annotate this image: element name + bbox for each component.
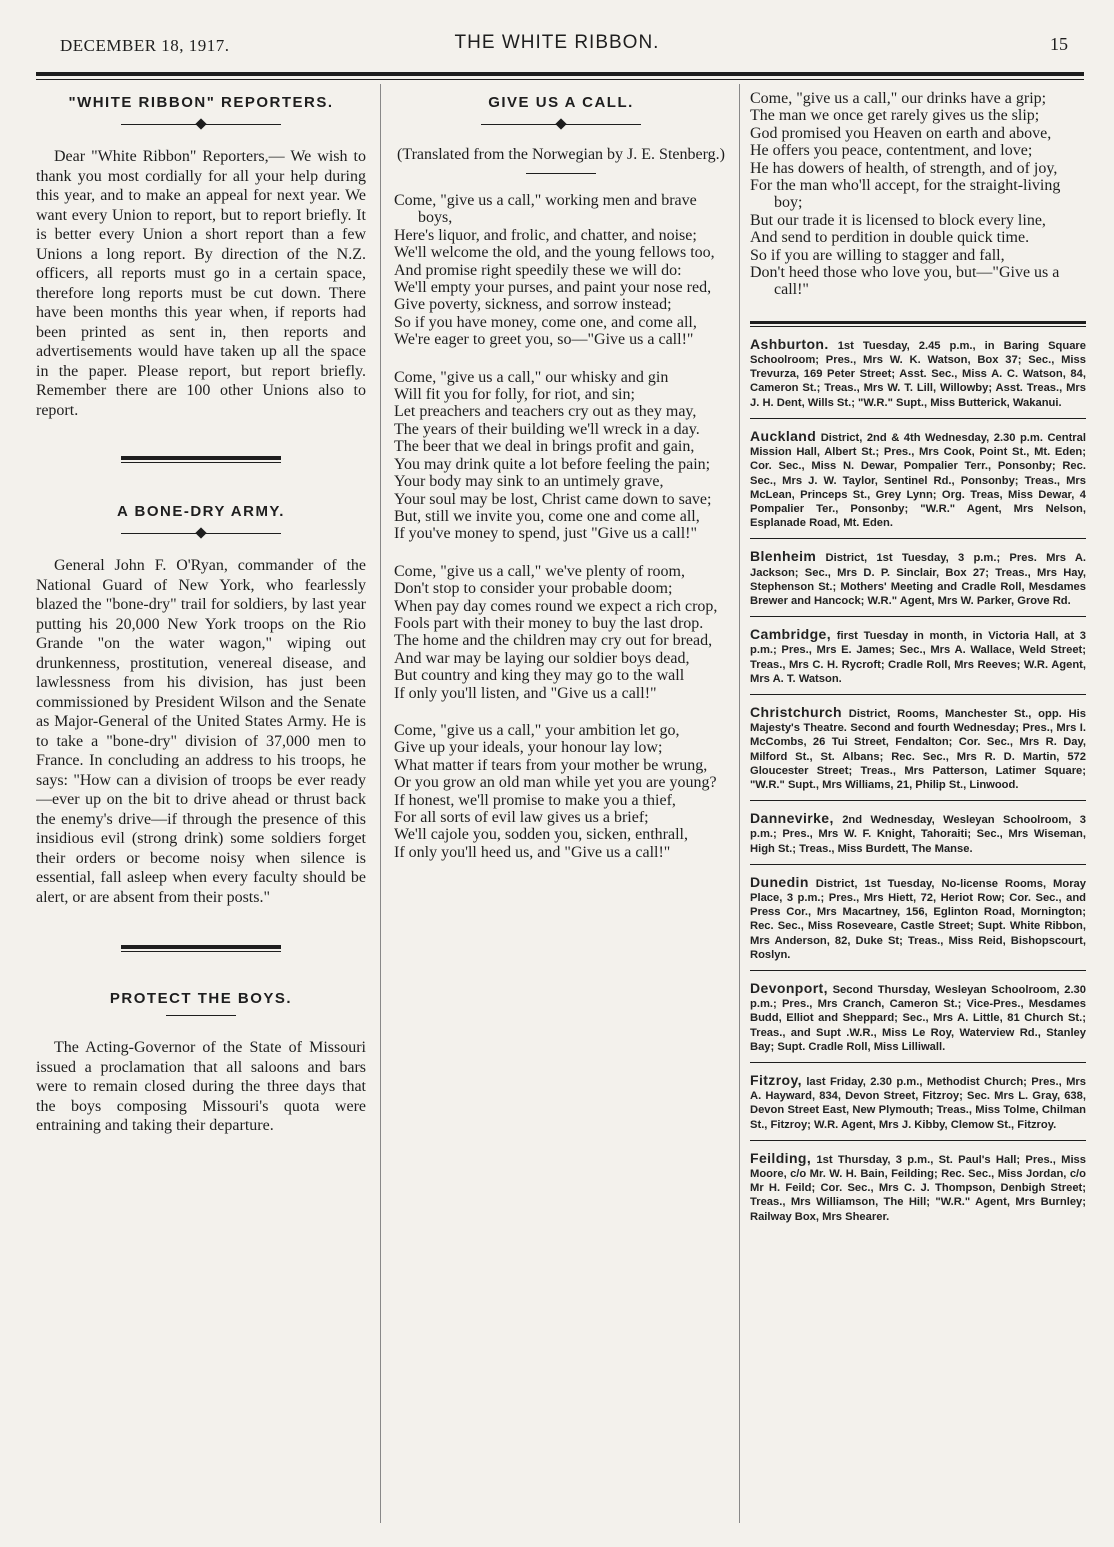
poem-line: God promised you Heaven on earth and above, <box>750 124 1052 142</box>
poem-heading: GIVE US A CALL. <box>488 94 634 111</box>
poem-line: For the man who'll accept, for the straight-living boy; <box>750 177 1065 212</box>
ornament-divider <box>121 526 281 542</box>
directory-entry-text <box>750 549 1086 608</box>
poem-line: Let preachers and teachers cry out as they may, <box>394 403 697 421</box>
directory-entry-text <box>750 1073 1086 1132</box>
masthead <box>36 30 1078 64</box>
poem-line: Give poverty, sickness, and sorrow instead; <box>394 296 672 314</box>
poem-line: If only you'll listen, and "Give us a call!" <box>394 684 657 702</box>
poem-line: And send to perdition in double quick time. <box>750 229 1030 247</box>
poem-line: The beer that we deal in brings profit and gain, <box>394 438 695 456</box>
union-name: Ashburton. <box>750 335 829 352</box>
section-separator <box>121 945 281 952</box>
union-name: Cambridge, <box>750 626 832 643</box>
directory-entry-text <box>750 1151 1086 1224</box>
article-body: The Acting-Governor of the State of Missouri issued a proclamation that all saloons and bars were to remain closed during the three days that the boys composing Missouri's quota were entraining and taking their departure. <box>36 1039 366 1134</box>
union-name: Christchurch <box>750 703 842 720</box>
ornament-divider <box>481 117 641 133</box>
union-details: 2nd Wednesday, Wesleyan Schoolroom, 3 p.m.; Pres., Mrs W. F. Knight, Tahoraiti; Sec., Mrs Wiseman, High St.; Treas., Miss Burdett, The Manse. <box>750 814 1086 855</box>
poem-stanza <box>394 722 728 861</box>
directory-entry-text <box>750 705 1086 792</box>
poem-line: Here's liquor, and frolic, and chatter, and noise; <box>394 226 697 244</box>
directory-entry <box>750 801 1086 864</box>
poem-line: What matter if tears from your mother be wrung, <box>394 756 708 774</box>
directory-entry-text <box>750 811 1086 856</box>
header-rule <box>36 72 1084 76</box>
poem-line: Come, "give us a call," our drinks have a grip; <box>750 90 1047 107</box>
poem-line: For all sorts of evil law gives us a brief; <box>394 809 649 826</box>
union-details: District, 2nd & 4th Wednesday, 2.30 p.m. Central Mission Hall, Albert St.; Pres., Mrs Cook, Point St., Mt. Eden; Cor. Sec., Miss N. Dewar, Pompalier Terr., Ponsonby; Rec. Sec., Mrs J. W. Taylor, Sentinel Rd., Ponsonby; Treas., Mrs McLean, Princeps St., Grey Lynn; Org. Treas, Miss Dewar, 4 Pompalier Ter., Ponsonby; "W.R." Agent, Mrs Nelson, Esplanade Road, Mt. Eden. <box>750 431 1086 530</box>
page-number: 15 <box>1050 34 1068 54</box>
directory-entry <box>750 865 1086 970</box>
poem-line: We're eager to greet you, so—"Give us a call!" <box>394 331 694 349</box>
directory-entry <box>750 419 1086 538</box>
publication-title: THE WHITE RIBBON. <box>454 32 660 53</box>
poem-line: Fools part with their money to buy the last drop. <box>394 614 704 632</box>
union-details: Second Thursday, Wesleyan Schoolroom, 2.30 p.m.; Pres., Mrs Cranch, Cameron St.; Vice-Pres., Mesdames Budd, Elliot and Sheppard; Sec., Mrs A. Little, 81 Church St.; Treas., and Supt .W.R., Miss Le Roy, Waterview Rd., Stanley Bay; Supt. Cradle Roll, Miss Lilliwall. <box>750 983 1086 1053</box>
directory-entry <box>750 1141 1086 1232</box>
poem-line: The man we once get rarely gives us the slip; <box>750 107 1040 125</box>
union-details: District, 1st Tuesday, 3 p.m.; Pres. Mrs A. Jackson; Sec., Mrs D. P. Sinclair, Box 27; Treas., Mrs Hay, Stephenson St.; Mothers' Meeting and Cradle Roll, Mesdames Brewer and Hancock; W.R." Agent, Mrs W. Parker, Grove Rd. <box>750 552 1086 607</box>
poem-line: Or you grow an old man while yet you are young? <box>394 774 717 792</box>
poem-line: Come, "give us a call," your ambition let go, <box>394 721 680 739</box>
union-name: Devonport, <box>750 979 828 996</box>
article-heading: PROTECT THE BOYS. <box>109 990 293 1007</box>
column-right <box>750 82 1086 1527</box>
poem-line: When pay day comes round we expect a rich crop, <box>394 597 718 615</box>
poem-line: Your body may sink to an untimely grave, <box>394 473 664 491</box>
poem-stanza <box>750 90 1086 299</box>
column-divider <box>739 84 740 1523</box>
poem-line: He offers you peace, contentment, and love; <box>750 142 1033 160</box>
poem-line: Come, "give us a call," working men and brave boys, <box>394 192 701 227</box>
poem-line: He has dowers of health, of strength, and of joy, <box>750 159 1058 177</box>
poem-line: Don't stop to consider your probable doom; <box>394 580 673 598</box>
poem-line: Give up your ideals, your honour lay low; <box>394 739 663 757</box>
directory-entry <box>750 971 1086 1062</box>
column-divider <box>380 84 381 1523</box>
directory-entry <box>750 1063 1086 1140</box>
header-rule-thin <box>36 79 1084 80</box>
poem-line: Your soul may be lost, Christ came down to save; <box>394 490 712 508</box>
poem-line: Don't heed those who love you, but—"Give us a call!" <box>750 264 1064 299</box>
directory-entry-text <box>750 337 1086 410</box>
union-details: 1st Thursday, 3 p.m., St. Paul's Hall; Pres., Miss Moore, c/o Mr. W. H. Bain, Feilding; Rec. Sec., Miss Jordan, c/o Mr H. Feild; Cor. Sec., Mrs C. J. Thompson, Denbigh Street; Treas., Mrs Williamson, The Hill; "W.R." Agent, Mrs Burnley; Railway Box, Mrs Shearer. <box>750 1153 1086 1223</box>
poem-line: If only you'll heed us, and "Give us a call!" <box>394 843 671 861</box>
union-name: Fitzroy, <box>750 1072 802 1088</box>
article-heading: "WHITE RIBBON" REPORTERS. <box>68 94 334 111</box>
poem-line: We'll empty your purses, and paint your nose red, <box>394 279 712 297</box>
union-details: District, 1st Tuesday, No-license Rooms, Moray Place, 3 p.m.; Pres., Mrs Hiett, 72, Heriot Row; Cor. Sec., and Press Cor., Mrs Macartney, 156, Eglinton Road, Mornington; Rec. Sec., Miss Roseveare, Castle Street; Supt. White Ribbon, Mrs Anderson, 82, Duke St; Treas., Miss Reid, Bishopscourt, Roslyn. <box>750 877 1086 961</box>
union-details: last Friday, 2.30 p.m., Methodist Church; Pres., Mrs A. Hayward, 834, Devon Street, Fitzroy; Sec. Mrs L. Gray, 638, Devon Street East, New Plymouth; Treas., Miss Tolme, Chilman St., Fitzroy; W.R. Agent, Mrs J. Kibby, Clemow St., Fitzroy. <box>750 1076 1086 1131</box>
poem-line: You may drink quite a lot before feeling the pain; <box>394 455 711 473</box>
poem-stanza <box>394 369 728 543</box>
directory-entry-text <box>750 875 1086 962</box>
directory-entry-text <box>750 429 1086 530</box>
poem-stanza <box>394 563 728 702</box>
directory-entry <box>750 617 1086 694</box>
section-separator <box>121 456 281 463</box>
article-body: Dear "White Ribbon" Reporters,— We wish to thank you most cordially for all your help during this year, and to make an appeal for next year. We want every Union to report, but to report briefly. It is better every Union a short report than a few Unions a long report. By direction of the N.Z. officers, all reports must go in a certain space, therefore long reports must be cut down. There have been months this year when, if reports had been printed as sent in, then reports and advertisements would have taken up all the space in the paper. Please report, but report briefly. Remember there are 100 other Unions also to report. <box>36 148 366 419</box>
directory-entry-text <box>750 627 1086 686</box>
union-details: District, Rooms, Manchester St., opp. His Majesty's Theatre. Second and fourth Wednesday; Pres., Mrs I. McCombs, 26 Tui Street, Fendalton; Cor. Sec., Mrs R. Day, Milford St., St. Albans; Rec. Sec., Mrs R. D. Martin, 572 Gloucester Street; Treas., Mrs Patterson, Latimer Square; "W.R." Supt., Mrs Williams, 21, Philip St., Linwood. <box>750 707 1086 791</box>
poem-line: If honest, we'll promise to make you a thief, <box>394 791 676 809</box>
directory-entry <box>750 327 1086 418</box>
ornament-divider <box>121 117 281 133</box>
poem-line: And war may be laying our soldier boys dead, <box>394 649 690 667</box>
union-directory <box>750 327 1086 1232</box>
union-details: 1st Tuesday, 2.45 p.m., in Baring Square Schoolroom; Pres., Mrs W. K. Watson, Box 37; Sec., Miss Trevurza, 169 Peter Street; Asst. Sec., Miss A. C. Watson, 84, Cameron St.; Treas., Mrs W. T. Lill, Willowby; Asst. Treas., Mrs J. H. Dent, Wills St.; "W.R." Supt., Miss Butterick, Wakanui. <box>750 339 1086 409</box>
union-name: Dannevirke, <box>750 810 834 827</box>
poem-line: The home and the children may cry out for bread, <box>394 632 713 650</box>
poem-line: But our trade it is licensed to block every line, <box>750 211 1046 229</box>
issue-date: DECEMBER 18, 1917. <box>60 36 230 55</box>
article-heading: A BONE-DRY ARMY. <box>117 503 285 520</box>
poem-line: So if you have money, come one, and come all, <box>394 313 697 331</box>
directory-entry <box>750 539 1086 616</box>
translation-note: (Translated from the Norwegian by J. E. Stenberg.) <box>397 146 725 163</box>
column-middle <box>394 82 728 1527</box>
poem-line: Come, "give us a call," we've plenty of room, <box>394 562 685 580</box>
column-left <box>36 82 366 1527</box>
poem-stanza <box>394 192 728 349</box>
poem-line: We'll cajole you, sodden you, sicken, enthrall, <box>394 826 688 844</box>
poem-line: And promise right speedily these we will do: <box>394 261 682 279</box>
poem-line: Will fit you for folly, for riot, and sin; <box>394 386 635 404</box>
directory-entry <box>750 695 1086 800</box>
union-details: first Tuesday in month, in Victoria Hall, at 3 p.m.; Pres., Mrs E. James; Sec., Mrs A. Wallace, Weld Street; Treas., Mrs C. H. Rycroft; Cradle Roll, Mrs Reeves; W.R. Agent, Mrs A. T. Watson. <box>750 630 1086 685</box>
poem-line: Come, "give us a call," our whisky and gin <box>394 368 669 386</box>
poem-line: But country and king they may go to the wall <box>394 667 685 685</box>
union-name: Auckland <box>750 427 817 444</box>
poem-line: So if you are willing to stagger and fall, <box>750 246 1005 264</box>
union-name: Feilding, <box>750 1149 812 1166</box>
union-name: Dunedin <box>750 873 809 890</box>
poem-line: We'll welcome the old, and the young fellows too, <box>394 244 715 262</box>
poem-line: But, still we invite you, come one and come all, <box>394 507 700 525</box>
poem-line: The years of their building we'll wreck in a day. <box>394 420 700 438</box>
article-body: General John F. O'Ryan, commander of the National Guard of New York, who fearlessly blazed the "bone-dry" trail for soldiers, by last year putting his 20,000 New York troops on the Rio Grande "on the water wagon," wiping out drunkenness, prostitution, venereal disease, and lawlessness from his division, has just been commissioned by President Wilson and the Senate as Major-General of the United States Army. He is to take a "bone-dry" division of 37,000 men to France. In concluding an address to his troops, he says: "How can a division of troops be ever ready—ever up on the bit to drive ahead or thrust back the enemy's drive—if through the presence of this insidious evil (strong drink) some soldiers forget their orders or become noisy when silence is essential, fall asleep when every faculty should be alert, or are absent from their posts." <box>36 557 366 906</box>
poem-line: If you've money to spend, just "Give us a call!" <box>394 525 697 543</box>
directory-entry-text <box>750 981 1086 1054</box>
union-name: Blenheim <box>750 548 817 565</box>
